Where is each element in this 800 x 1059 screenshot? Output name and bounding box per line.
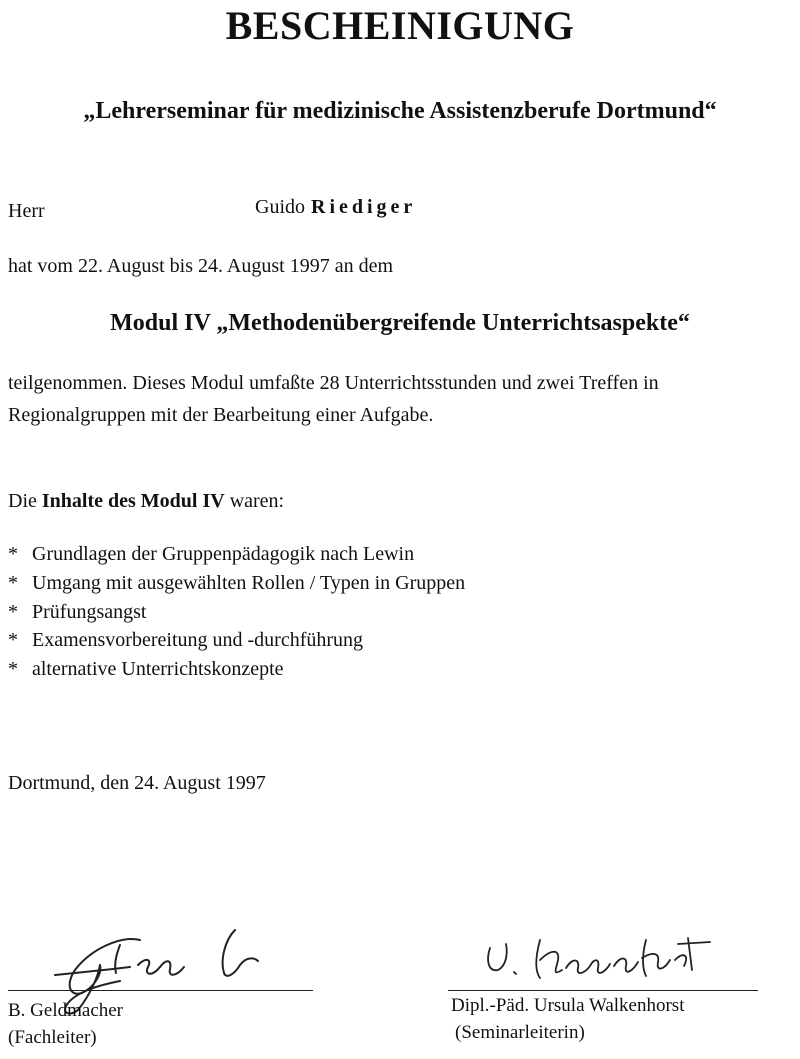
- recipient-name: [255, 196, 416, 219]
- list-item-text: Examensvorbereitung und -durchführung: [32, 629, 364, 651]
- module-title: Modul IV „Methodenübergreifende Unterrichtsaspekte“: [110, 310, 690, 336]
- bullet-marker: *: [8, 629, 18, 651]
- place-and-date: Dortmund, den 24. August 1997: [8, 772, 266, 794]
- bullet-marker: *: [8, 572, 18, 594]
- list-item: [8, 629, 363, 652]
- signature-line-left: [8, 990, 313, 991]
- recipient-first-name: Guido: [255, 196, 305, 218]
- contents-intro-bold: Inhalte des Modul IV: [41, 490, 225, 512]
- list-item: [8, 658, 284, 681]
- bullet-marker: *: [8, 658, 18, 680]
- salutation: Herr: [8, 200, 45, 222]
- list-item: [8, 601, 146, 624]
- list-item-text: Grundlagen der Gruppenpädagogik nach Lewin: [32, 543, 415, 565]
- signatory-name-right: Dipl.-Päd. Ursula Walkenhorst: [451, 995, 685, 1016]
- bullet-marker: *: [8, 601, 18, 623]
- institution-name: „Lehrerseminar für medizinische Assistenzberufe Dortmund“: [83, 98, 717, 124]
- signatory-role-right: (Seminarleiterin): [455, 1022, 585, 1043]
- contents-intro: [8, 490, 284, 513]
- list-item-text: Prüfungsangst: [32, 601, 147, 623]
- signatory-role-left: (Fachleiter): [8, 1027, 97, 1048]
- signature-line-right: [448, 990, 758, 991]
- description-line-1: teilgenommen. Dieses Modul umfaßte 28 Unterrichtsstunden und zwei Treffen in: [8, 372, 659, 394]
- signatory-name-left: B. Geldmacher: [8, 1000, 124, 1021]
- contents-intro-prefix: Die: [8, 490, 37, 512]
- list-item: [8, 572, 465, 595]
- list-item-text: alternative Unterrichtskonzepte: [32, 658, 284, 680]
- list-item-text: Umgang mit ausgewählten Rollen / Typen in Gruppen: [32, 572, 466, 594]
- bullet-marker: *: [8, 543, 18, 565]
- attendance-dates: hat vom 22. August bis 24. August 1997 an dem: [8, 255, 393, 277]
- recipient-last-name: Riediger: [311, 196, 417, 218]
- description-line-2: Regionalgruppen mit der Bearbeitung einer Aufgabe.: [8, 404, 434, 426]
- contents-intro-suffix: waren:: [229, 490, 285, 512]
- list-item: [8, 543, 414, 566]
- document-title: BESCHEINIGUNG: [225, 3, 575, 48]
